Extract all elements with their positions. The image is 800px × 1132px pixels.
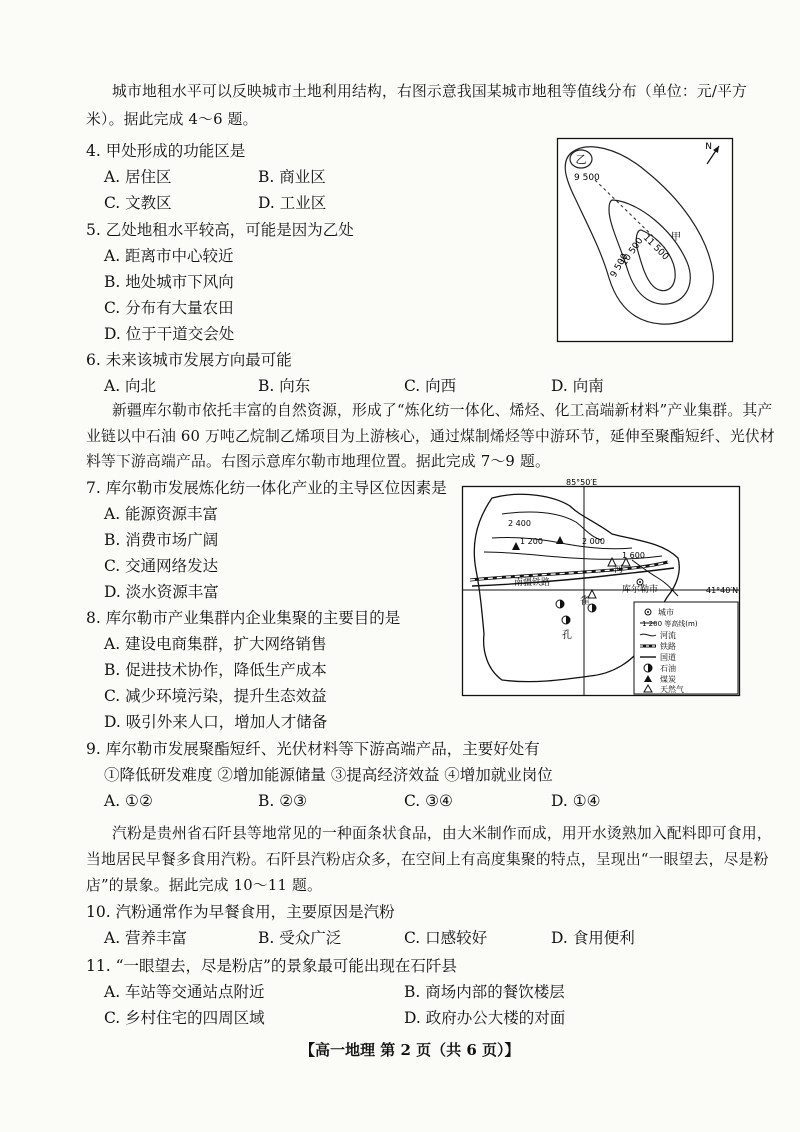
label-jia: 甲: [671, 232, 681, 243]
legend-contour: [640, 619, 698, 628]
contour-label-9500-bottom: 9 500: [608, 252, 631, 280]
label-yi: 乙: [575, 153, 587, 166]
q9-option-d: D. ①④: [551, 792, 601, 810]
svg-text:城市: 城市: [658, 608, 674, 617]
contour-map: [557, 138, 733, 342]
contour-label-11500: 11 500: [640, 233, 671, 263]
q9-option-a: A. ①②: [104, 792, 153, 810]
q4-stem: 4. 甲处形成的功能区是: [86, 142, 246, 160]
north-arrow-icon: [705, 142, 719, 164]
passage3-line3: 店”的景象。据此完成 10～11 题。: [86, 877, 322, 894]
north-label: N: [705, 142, 712, 152]
q9-option-b: B. ②③: [258, 792, 308, 810]
q10-option-d: D. 食用便利: [551, 929, 635, 947]
q5-stem: 5. 乙处地租水平较高，可能是因为乙处: [86, 221, 354, 239]
contour-label-9500-top: 9 500: [574, 173, 600, 183]
q6-option-a: A. 向北: [104, 377, 157, 395]
passage2-line3: 料等下游高端产品。右图示意库尔勒市地理位置。据此完成 7～9 题。: [86, 453, 550, 470]
svg-text:铁路: 铁路: [660, 642, 676, 651]
q10-option-a: A. 营养丰富: [104, 929, 188, 947]
q6-stem: 6. 未来该城市发展方向最可能: [86, 351, 292, 369]
q7-option-b: B. 消费市场广阔: [104, 531, 219, 549]
coal-icon: [556, 536, 564, 544]
passage2-line1: 新疆库尔勒市依托丰富的自然资源，形成了“炼化纺一体化、烯烃、化工高端新材料”产业集群。其产: [112, 402, 773, 419]
svg-text:天然气: 天然气: [660, 685, 684, 694]
q7-option-c: C. 交通网络发达: [104, 557, 219, 575]
q4-option-c: C. 文教区: [104, 194, 172, 212]
river-label: 河: [614, 565, 624, 575]
q11-option-b: B. 商场内部的餐饮楼层: [404, 983, 565, 1001]
svg-text:河流: 河流: [660, 631, 676, 640]
q11-option-a: A. 车站等交通站点附近: [104, 983, 265, 1001]
contour-label-2000: 2 000: [582, 537, 605, 546]
q5-option-b: B. 地处城市下风向: [104, 273, 234, 291]
svg-text:石油: 石油: [660, 664, 676, 673]
contour-label-10500: 10 500: [619, 236, 646, 268]
city-label: 库尔勒市: [622, 585, 659, 595]
q11-option-d: D. 政府办公大楼的对面: [404, 1009, 566, 1027]
q8-option-b: B. 促进技术协作，降低生产成本: [104, 661, 327, 679]
q6-option-d: D. 向南: [551, 377, 604, 395]
q5-option-a: A. 距离市中心较近: [104, 247, 234, 265]
contour-label-1200: 1 200: [520, 537, 543, 546]
svg-text:煤炭: 煤炭: [660, 675, 676, 684]
q7-option-d: D. 淡水资源丰富: [104, 583, 219, 601]
q7-stem: 7. 库尔勒市发展炼化纺一体化产业的主导区位因素是: [86, 479, 447, 497]
oil-icon: [556, 600, 564, 608]
q5-option-c: C. 分布有大量农田: [104, 299, 234, 317]
q10-option-b: B. 受众广泛: [258, 929, 342, 947]
passage3-line1: 汽粉是贵州省石阡县等地常见的一种面条状食品，由大米制作而成，用开水烫熟加入配料即可食用，: [112, 825, 772, 842]
svg-text:1 200 等高线(m): 1 200 等高线(m): [642, 620, 698, 628]
q4-option-a: A. 居住区: [104, 168, 172, 186]
railway-label: 南疆铁路: [514, 578, 551, 588]
place-label-kong: 孔: [562, 630, 572, 641]
contour-label-2400: 2 400: [508, 519, 531, 528]
contour-label-1600: 1 600: [622, 551, 645, 560]
q11-stem: 11. “一眼望去，尽是粉店”的景象最可能出现在石阡县: [86, 957, 457, 975]
q9-stem: 9. 库尔勒市发展聚酯短纤、光伏材料等下游高端产品，主要好处有: [86, 740, 540, 758]
longitude-label: 85°50′E: [566, 478, 598, 487]
q8-option-a: A. 建设电商集群，扩大网络销售: [104, 635, 327, 653]
passage2-line2: 业链以中石油 60 万吨乙烷制乙烯项目为上游核心，通过煤制烯烃等中游环节，延伸至聚酯短纤、光伏材: [86, 428, 775, 445]
korla-map: [462, 478, 740, 696]
passage1-line2: 米）。据此完成 4～6 题。: [86, 111, 258, 128]
q4-option-b: B. 商业区: [258, 168, 326, 186]
q7-option-a: A. 能源资源丰富: [104, 505, 219, 523]
q4-option-d: D. 工业区: [258, 194, 327, 212]
passage3-line2: 当地居民早餐多食用汽粉。石阡县汽粉店众多，在空间上有高度集聚的特点，呈现出“一眼望去，尽是粉: [86, 851, 769, 868]
coal-icon: [512, 542, 520, 550]
q6-option-b: B. 向东: [258, 377, 311, 395]
oil-icon: [562, 616, 570, 624]
q8-stem: 8. 库尔勒市产业集群内企业集聚的主要目的是: [86, 609, 401, 627]
q10-stem: 10. 汽粉通常作为早餐食用，主要原因是汽粉: [86, 903, 395, 921]
q11-option-c: C. 乡村住宅的四周区域: [104, 1009, 265, 1027]
legend-oil: [644, 663, 676, 673]
page-footer: 【高一地理 第 2 页（共 6 页）】: [300, 1041, 520, 1059]
place-label-que: 雀: [580, 596, 590, 607]
svg-text:国道: 国道: [660, 653, 676, 662]
q8-option-d: D. 吸引外来人口，增加人才储备: [104, 713, 328, 731]
q9-items: ①降低研发难度 ②增加能源储量 ③提高经济效益 ④增加就业岗位: [104, 766, 553, 784]
q10-option-c: C. 口感较好: [404, 929, 488, 947]
q6-option-c: C. 向西: [404, 377, 457, 395]
passage1-line1: 城市地租水平可以反映城市土地利用结构，右图示意我国某城市地租等值线分布（单位：元/平方: [112, 83, 748, 100]
q9-option-c: C. ③④: [404, 792, 453, 810]
latitude-label: 41°40′N: [706, 586, 739, 595]
q5-option-d: D. 位于干道交会处: [104, 325, 235, 343]
q8-option-c: C. 减少环境污染，提升生态效益: [104, 687, 327, 705]
